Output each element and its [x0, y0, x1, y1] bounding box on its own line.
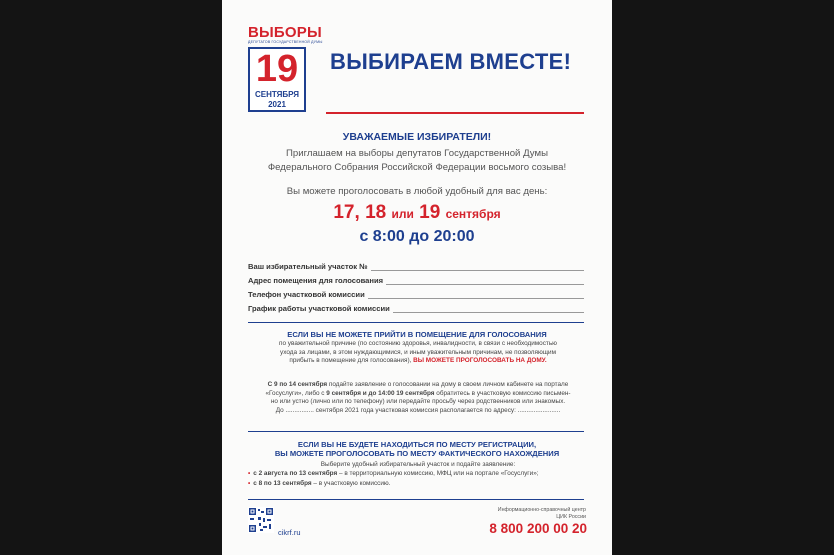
- application-text: [248, 381, 588, 415]
- date-separator: ,: [354, 202, 360, 223]
- invitation-line: Федерального Собрания Российской Федерации восьмого созыва!: [267, 161, 567, 173]
- bullet-item: [248, 470, 588, 479]
- text-fragment: – в территориальную комиссию, МФЦ или на портале «Госуслуги»;: [337, 470, 539, 477]
- invitation-text: [252, 147, 582, 174]
- text-fragment: «Госуслуги», либо с: [265, 389, 327, 397]
- fill-line: [386, 277, 584, 285]
- logo-subtitle: ДЕПУТАТОВ ГОСУДАРСТВЕННОЙ ДУМЫ: [248, 40, 323, 44]
- text-line: по уважительной причине (по состоянию здоровья, инвалидности, в связи с необходимостью: [279, 340, 557, 347]
- qr-code-icon[interactable]: [248, 507, 274, 533]
- field-schedule: [248, 304, 584, 313]
- site-link[interactable]: cikrf.ru: [278, 528, 301, 537]
- text-line: ухода за лицами, в этом нуждающимися, и иным уважительным причинам, не позволяющим: [280, 348, 556, 356]
- logo-year: 2021: [268, 100, 286, 109]
- date-month: сентября: [445, 207, 501, 221]
- logo-month: СЕНТЯБРЯ: [254, 90, 300, 99]
- text-fragment: прибыть в помещение для голосования),: [289, 357, 412, 365]
- text-fragment: До: [275, 406, 284, 414]
- date-or: или: [391, 207, 414, 221]
- field-address: [248, 276, 584, 285]
- title-line: ВЫ МОЖЕТЕ ПРОГОЛОСОВАТЬ ПО МЕСТУ ФАКТИЧЕСКОГО НАХОЖДЕНИЯ: [274, 449, 560, 458]
- text-fragment: обратитесь в участковую комиссию письмен-: [434, 389, 571, 397]
- location-intro: Выберите удобный избирательный участок и подайте заявление:: [320, 461, 516, 468]
- bullet-dot-icon: •: [248, 470, 251, 477]
- hotline-phone: 8 800 200 00 20: [489, 521, 587, 536]
- blue-divider: [248, 322, 584, 323]
- poster-page: [222, 0, 612, 555]
- field-label: Ваш избирательный участок №: [248, 262, 368, 271]
- bold-fragment: с 2 августа по 13 сентября: [253, 470, 338, 477]
- fill-line: [393, 305, 584, 313]
- fill-line: [371, 263, 584, 271]
- field-label: График работы участковой комиссии: [248, 304, 390, 313]
- label-line: Информационно-справочный центр: [497, 507, 586, 513]
- home-voting-highlight: ВЫ МОЖЕТЕ ПРОГОЛОСОВАТЬ НА ДОМУ.: [413, 357, 547, 365]
- text-line: но или устно (лично или по телефону) или передайте просьбу через родственников или знакомых.: [270, 398, 566, 406]
- text-line: [248, 381, 588, 390]
- logo-title: ВЫБОРЫ: [248, 24, 322, 41]
- red-divider: [326, 112, 584, 114]
- date-17: 17: [333, 202, 355, 223]
- bold-fragment: с 8 по 13 сентября: [253, 480, 312, 487]
- text-line: [248, 390, 588, 399]
- bullet-item: [248, 480, 588, 489]
- election-logo: [248, 47, 306, 112]
- field-precinct: [248, 262, 584, 271]
- fill-line: [368, 291, 584, 299]
- text-fragment: подайте заявление о голосовании на дому в своем личном кабинете на портале: [327, 381, 569, 388]
- bullet-dot-icon: •: [248, 480, 251, 487]
- blue-divider: [248, 499, 584, 500]
- bold-fragment: С 9 по 14 сентября: [267, 381, 328, 388]
- blue-divider: [248, 431, 584, 432]
- voting-dates: [222, 202, 612, 224]
- text-fragment: сентября 2021 года участковая комиссия располагается по адресу:: [315, 406, 516, 414]
- info-center-label: [462, 507, 586, 520]
- headline: ВЫБИРАЕМ ВМЕСТЕ!: [330, 49, 572, 74]
- label-line: ЦИК России: [556, 513, 586, 520]
- location-title: [222, 440, 612, 458]
- logo-day: 19: [255, 48, 299, 90]
- field-phone: [248, 290, 584, 299]
- date-19: 19: [419, 202, 441, 223]
- field-label: Телефон участковой комиссии: [248, 290, 365, 299]
- any-day-text: Вы можете проголосовать в любой удобный для вас день:: [286, 186, 548, 197]
- text-fragment: – в участковую комиссию.: [311, 480, 391, 487]
- text-line: [248, 357, 588, 366]
- invitation-line: Приглашаем на выборы депутатов Государственной Думы: [286, 148, 548, 159]
- bold-fragment: 9 сентября и до 14:00 19 сентября: [326, 389, 435, 397]
- voting-hours: с 8:00 до 20:00: [359, 228, 475, 245]
- home-voting-text: [248, 340, 588, 366]
- home-voting-title: ЕСЛИ ВЫ НЕ МОЖЕТЕ ПРИЙТИ В ПОМЕЩЕНИЕ ДЛЯ ГОЛОСОВАНИЯ: [287, 330, 547, 339]
- title-line: ЕСЛИ ВЫ НЕ БУДЕТЕ НАХОДИТЬСЯ ПО МЕСТУ РЕГИСТРАЦИИ,: [297, 440, 537, 449]
- date-18: 18: [365, 202, 387, 223]
- field-label: Адрес помещения для голосования: [248, 276, 384, 285]
- greeting: УВАЖАЕМЫЕ ИЗБИРАТЕЛИ!: [342, 131, 492, 143]
- text-line: До ................ сентября 2021 года участковая комиссия располагается по адресу: ........................: [275, 406, 561, 414]
